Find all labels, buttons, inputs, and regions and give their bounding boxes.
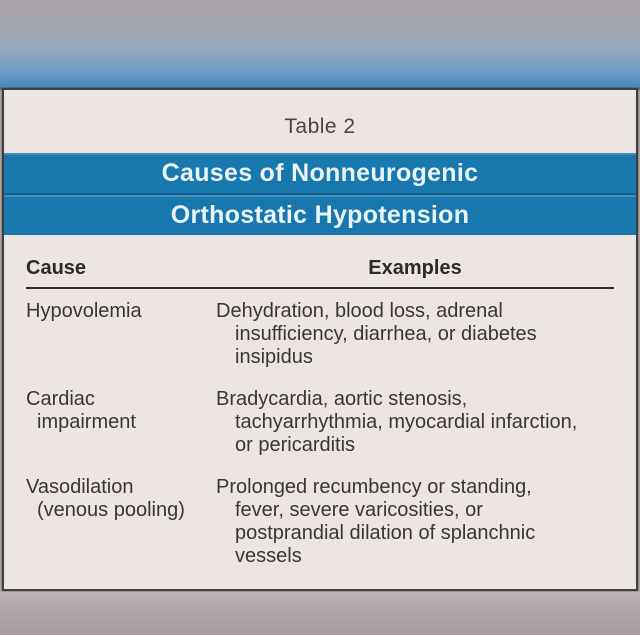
table-card (2, 88, 638, 591)
cause-cell (26, 388, 216, 457)
table-title-banner (4, 153, 636, 235)
example-line: insipidus (235, 346, 313, 368)
table-row (26, 388, 614, 457)
example-line: or pericarditis (235, 434, 356, 456)
table-label: Table 2 (284, 115, 356, 138)
header-rule (26, 287, 614, 289)
cause-line: Hypovolemia (26, 300, 142, 322)
table-row (26, 300, 614, 369)
cause-cell (26, 476, 216, 568)
cause-cell (26, 300, 216, 369)
cause-line: Cardiac (26, 388, 95, 410)
table-row (26, 476, 614, 568)
table-rows (26, 300, 614, 568)
cause-line: Vasodilation (26, 476, 134, 498)
example-line: tachyarrhythmia, myocardial infarction, (235, 411, 578, 433)
top-gradient-band (0, 0, 640, 90)
cause-line: (venous pooling) (37, 499, 185, 521)
example-line: vessels (235, 545, 302, 567)
example-line: Dehydration, blood loss, adrenal (216, 300, 503, 322)
example-line: insufficiency, diarrhea, or diabetes (235, 323, 537, 345)
examples-cell (216, 300, 614, 369)
example-line: Bradycardia, aortic stenosis, (216, 388, 468, 410)
examples-cell (216, 388, 614, 457)
example-line: fever, severe varicosities, or (235, 499, 483, 521)
example-line: postprandial dilation of splanchnic (235, 522, 536, 544)
column-header-examples: Examples (368, 257, 462, 279)
examples-cell (216, 476, 614, 568)
banner-title-line-2: Orthostatic Hypotension (4, 195, 636, 235)
column-header-cause: Cause (26, 257, 87, 279)
table-body (4, 235, 636, 568)
example-line: Prolonged recumbency or standing, (216, 476, 532, 498)
table-header-row (26, 235, 614, 280)
banner-title-line-1: Causes of Nonneurogenic (4, 153, 636, 195)
bottom-gradient-band (0, 591, 640, 635)
cause-line: impairment (37, 411, 136, 433)
